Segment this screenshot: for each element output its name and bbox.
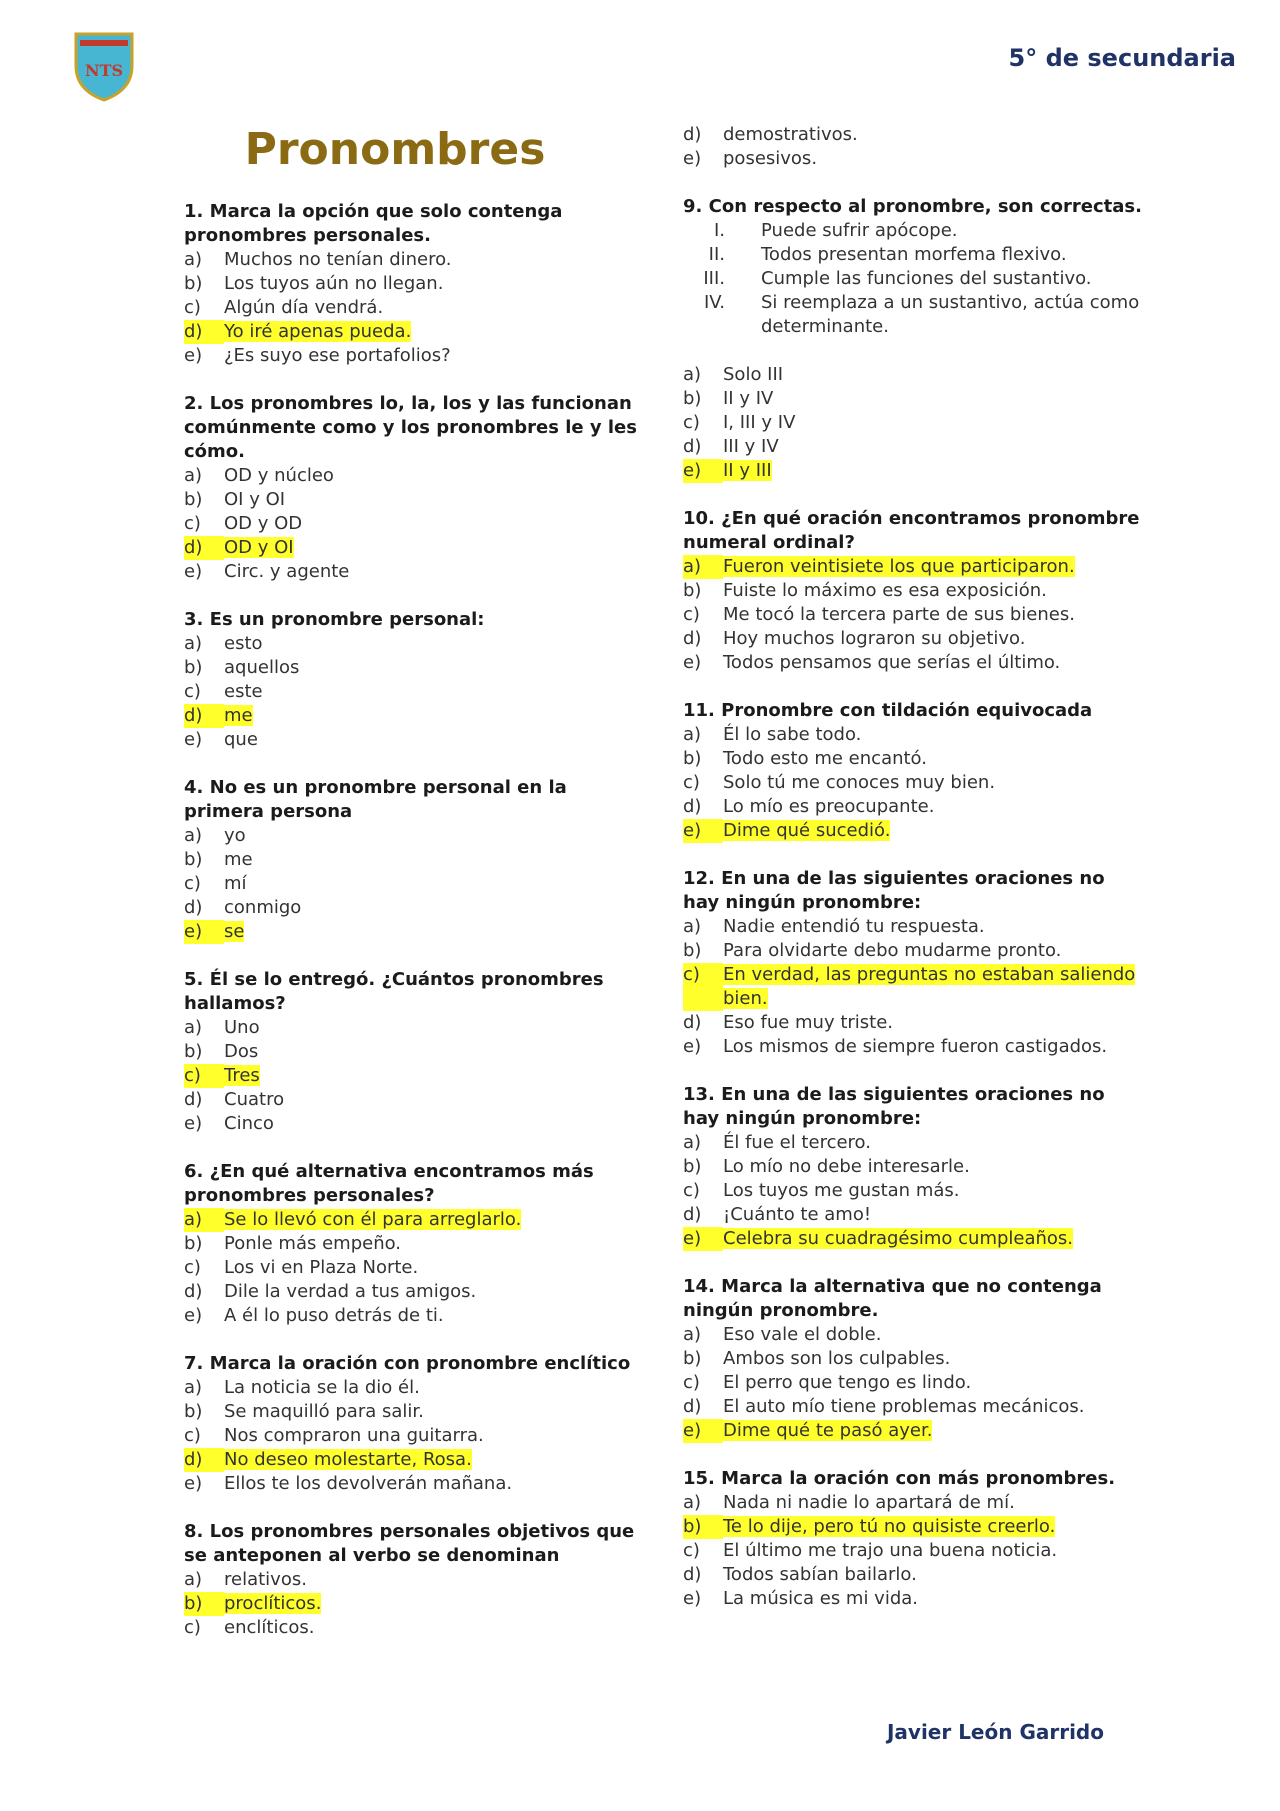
question-text: 3. Es un pronombre personal: (184, 609, 485, 630)
option: e) Todos pensamos que serías el último. (683, 652, 1061, 673)
question-block (184, 1352, 644, 1496)
question-block (184, 968, 644, 1136)
option-correct: a) Fueron veintisiete los que participaron. (683, 556, 1075, 577)
option-correct: d) No deseo molestarte, Rosa. (184, 1449, 472, 1470)
statement-list (683, 219, 1143, 339)
question-block (683, 507, 1143, 675)
option: d) III y IV (683, 436, 779, 457)
option: e) posesivos. (683, 148, 818, 169)
option: e) ¿Es suyo ese portafolios? (184, 345, 451, 366)
option: a) La noticia se la dio él. (184, 1377, 420, 1398)
option: a) Solo III (683, 364, 784, 385)
question-text: 9. Con respecto al pronombre, son correctas. (683, 196, 1142, 217)
right-column (683, 123, 1143, 1635)
option: c) este (184, 681, 263, 702)
option: d) conmigo (184, 897, 302, 918)
option-correct: d) OD y OI (184, 537, 294, 558)
option: e) que (184, 729, 258, 750)
option-correct: e) se (184, 921, 245, 942)
logo-text: NTS (84, 61, 124, 80)
option: b) Todo esto me encantó. (683, 748, 927, 769)
option: a) Él lo sabe todo. (683, 724, 862, 745)
option: b) Ponle más empeño. (184, 1233, 402, 1254)
option: c) Solo tú me conoces muy bien. (683, 772, 996, 793)
option-correct: b) Te lo dije, pero tú no quisiste creerlo. (683, 1516, 1056, 1537)
question-block (184, 392, 644, 584)
option: d) Lo mío es preocupante. (683, 796, 935, 817)
option: e) Circ. y agente (184, 561, 350, 582)
option-correct: c) En verdad, las preguntas no estaban saliendo bien. (683, 964, 1136, 1009)
author-name: Javier León Garrido (886, 1720, 1104, 1744)
option: b) OI y OI (184, 489, 286, 510)
option: c) mí (184, 873, 247, 894)
question-text: 6. ¿En qué alternativa encontramos más pronombres personales? (184, 1161, 594, 1206)
question-text: 2. Los pronombres lo, la, los y las funcionan comúnmente como y los pronombres le y les cómo. (184, 393, 637, 462)
option: a) Nada ni nadie lo apartará de mí. (683, 1492, 1015, 1513)
option: b) Lo mío no debe interesarle. (683, 1156, 970, 1177)
question-text: 10. ¿En qué oración encontramos pronombre numeral ordinal? (683, 508, 1140, 553)
option: a) Uno (184, 1017, 260, 1038)
statement: II. Todos presentan morfema flexivo. (708, 244, 1067, 265)
option: d) El auto mío tiene problemas mecánicos. (683, 1396, 1085, 1417)
grade-label: 5° de secundaria (1008, 44, 1236, 72)
option: b) II y IV (683, 388, 774, 409)
option: e) Cinco (184, 1113, 274, 1134)
option: c) Los tuyos me gustan más. (683, 1180, 960, 1201)
option: b) Ambos son los culpables. (683, 1348, 951, 1369)
statement: I. Puede sufrir apócope. (713, 220, 958, 241)
question-continuation (683, 123, 1143, 171)
question-text: 11. Pronombre con tildación equivocada (683, 700, 1093, 721)
option: c) enclíticos. (184, 1617, 315, 1638)
question-text: 14. Marca la alternativa que no contenga ningún pronombre. (683, 1276, 1102, 1321)
question-text: 5. Él se lo entregó. ¿Cuántos pronombres hallamos? (184, 969, 604, 1014)
question-block (184, 776, 644, 944)
option: b) aquellos (184, 657, 300, 678)
option: a) OD y núcleo (184, 465, 334, 486)
question-block (184, 1520, 644, 1640)
option: c) El perro que tengo es lindo. (683, 1372, 972, 1393)
option: a) Muchos no tenían dinero. (184, 249, 452, 270)
option: b) Para olvidarte debo mudarme pronto. (683, 940, 1062, 961)
option: c) Algún día vendrá. (184, 297, 384, 318)
question-text: 15. Marca la oración con más pronombres. (683, 1468, 1116, 1489)
option: b) Dos (184, 1041, 259, 1062)
option: b) Los tuyos aún no llegan. (184, 273, 444, 294)
option: a) relativos. (184, 1569, 307, 1590)
option: a) Eso vale el doble. (683, 1324, 882, 1345)
option: c) I, III y IV (683, 412, 796, 433)
option: b) me (184, 849, 253, 870)
question-block (184, 200, 644, 368)
option: c) Me tocó la tercera parte de sus bienes. (683, 604, 1075, 625)
option: c) El último me trajo una buena noticia. (683, 1540, 1058, 1561)
statement: IV. Si reemplaza a un sustantivo, actúa como determinante. (703, 292, 1140, 337)
option: e) Ellos te los devolverán mañana. (184, 1473, 513, 1494)
option: d) demostrativos. (683, 124, 858, 145)
page-title: Pronombres (244, 124, 546, 175)
option: c) Nos compraron una guitarra. (184, 1425, 484, 1446)
option: d) Hoy muchos lograron su objetivo. (683, 628, 1026, 649)
option-correct: e) Celebra su cuadragésimo cumpleaños. (683, 1228, 1074, 1249)
option-correct: e) II y III (683, 460, 772, 481)
option: d) Todos sabían bailarlo. (683, 1564, 917, 1585)
question-text: 12. En una de las siguientes oraciones no hay ningún pronombre: (683, 868, 1105, 913)
option-correct: b) proclíticos. (184, 1593, 322, 1614)
statement: III. Cumple las funciones del sustantivo. (703, 268, 1092, 289)
question-block (683, 1083, 1143, 1251)
question-block (683, 1275, 1143, 1443)
question-block (683, 195, 1143, 483)
option: d) Eso fue muy triste. (683, 1012, 894, 1033)
question-text: 4. No es un pronombre personal en la primera persona (184, 777, 567, 822)
option: d) Cuatro (184, 1089, 285, 1110)
option: a) Nadie entendió tu respuesta. (683, 916, 985, 937)
option: e) Los mismos de siempre fueron castigados. (683, 1036, 1108, 1057)
question-block (184, 1160, 644, 1328)
option: e) La música es mi vida. (683, 1588, 919, 1609)
option: c) OD y OD (184, 513, 303, 534)
option: d) ¡Cuánto te amo! (683, 1204, 872, 1225)
question-text: 13. En una de las siguientes oraciones no hay ningún pronombre: (683, 1084, 1105, 1129)
question-text: 1. Marca la opción que solo contenga pronombres personales. (184, 201, 563, 246)
option-correct: e) Dime qué sucedió. (683, 820, 891, 841)
left-column (184, 200, 644, 1664)
option: b) Fuiste lo máximo es esa exposición. (683, 580, 1047, 601)
option-correct: d) me (184, 705, 253, 726)
option: a) Él fue el tercero. (683, 1132, 871, 1153)
option: b) Se maquilló para salir. (184, 1401, 424, 1422)
question-block (184, 608, 644, 752)
question-block (683, 1467, 1143, 1611)
option: a) yo (184, 825, 246, 846)
option: c) Los vi en Plaza Norte. (184, 1257, 419, 1278)
option-correct: d) Yo iré apenas pueda. (184, 321, 412, 342)
question-text: 7. Marca la oración con pronombre enclítico (184, 1353, 631, 1374)
option: e) A él lo puso detrás de ti. (184, 1305, 444, 1326)
question-text: 8. Los pronombres personales objetivos que se anteponen al verbo se denominan (184, 1521, 635, 1566)
option-correct: e) Dime qué te pasó ayer. (683, 1420, 933, 1441)
option: d) Dile la verdad a tus amigos. (184, 1281, 477, 1302)
question-block (683, 867, 1143, 1059)
option-correct: c) Tres (184, 1065, 260, 1086)
school-crest-logo (72, 30, 136, 102)
option: a) esto (184, 633, 263, 654)
question-block (683, 699, 1143, 843)
option-correct: a) Se lo llevó con él para arreglarlo. (184, 1209, 522, 1230)
